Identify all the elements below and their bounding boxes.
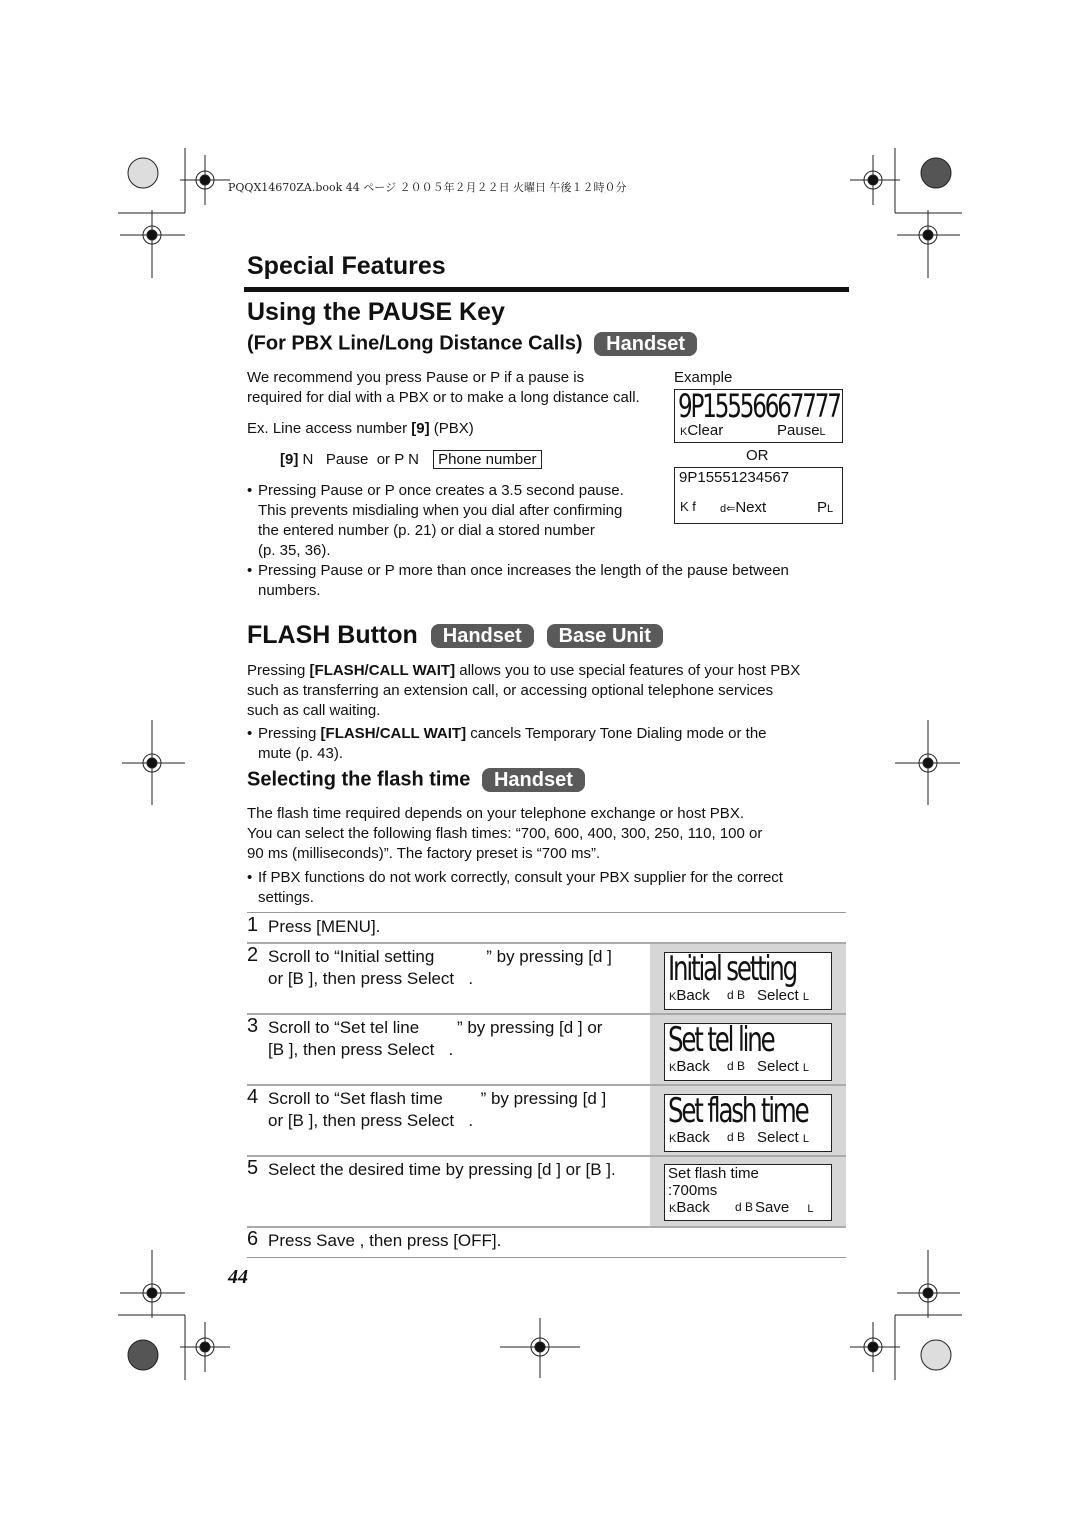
nav-key-icons: d B	[727, 1130, 746, 1144]
lcd-big-text: Set tel line	[668, 1020, 774, 1060]
back-key-icon: K	[669, 1062, 677, 1074]
step-divider	[247, 1155, 846, 1157]
step-number: 5	[247, 1157, 259, 1179]
pause-title: Using the PAUSE Key	[247, 298, 505, 326]
softkey-right-icon: L	[807, 1203, 814, 1215]
section-title: Special Features	[247, 252, 446, 280]
lcd-left-label: Back	[676, 1199, 710, 1216]
lcd-set-flash-time	[664, 1091, 832, 1152]
flash-time-p3: 90 ms (milliseconds)”. The factory preset is “700 ms”.	[247, 845, 601, 862]
step-number: 2	[247, 944, 259, 966]
step-divider	[247, 1226, 846, 1228]
step-divider	[247, 942, 846, 944]
nav-icon: d⇐	[720, 503, 736, 515]
lcd2-middle: Next	[735, 499, 767, 516]
section-rule	[244, 287, 849, 292]
pause-bullet-1-line: the entered number (p. 21) or dial a stored number	[258, 522, 595, 539]
lcd-line2: :700ms	[668, 1182, 718, 1199]
step-4-line1: Scroll to “Set flash time ” by pressing [d ]	[268, 1089, 607, 1108]
flash-p1-line2: such as transferring an extension call, or accessing optional telephone services	[247, 682, 774, 699]
flash-time-bullet: • If PBX functions do not work correctly, consult your PBX supplier for the correct settings.	[247, 869, 783, 906]
step-divider	[247, 912, 846, 913]
lcd-big-text: Set flash time	[668, 1091, 808, 1131]
lcd1-left: Clear	[687, 422, 724, 439]
back-key-icon: K	[669, 1203, 677, 1215]
flash-key-label: [FLASH/CALL WAIT]	[309, 662, 456, 679]
lcd-example-2	[674, 467, 843, 524]
file-header-line: PQQX14670ZA.book 44 ページ ２００５年２月２２日 火曜日 午後１２時０分	[228, 181, 627, 194]
pause-subtitle-text: (For PBX Line/Long Distance Calls)	[247, 332, 583, 355]
handset-badge: Handset	[482, 768, 585, 792]
pause-subtitle	[247, 332, 697, 356]
lcd-example-1	[674, 389, 843, 443]
flash-time-bullet-line1: If PBX functions do not work correctly, consult your PBX supplier for the correct	[258, 869, 783, 886]
phone-number-box: Phone number	[433, 450, 541, 469]
lcd-big-text: Initial setting	[668, 949, 796, 989]
lcd-flash-time-value	[664, 1164, 832, 1221]
lcd-left-label: Back	[676, 1129, 710, 1146]
pause-bullet-1-line: Pressing Pause or P once creates a 3.5 second pause.	[258, 482, 624, 499]
pause-bullet-1-line: (p. 35, 36).	[258, 542, 331, 559]
step-number: 6	[247, 1228, 259, 1250]
flash-p1-a: Pressing	[247, 662, 306, 679]
seq-9: [9]	[280, 451, 299, 468]
page-number: 44	[228, 1266, 248, 1288]
lcd-right-label: Save	[755, 1199, 790, 1216]
pause-intro-2: required for dial with a PBX or to make a long distance call.	[247, 389, 640, 406]
pause-example-line	[247, 419, 474, 439]
pause-bullet-1-line: This prevents misdialing when you dial after confirming	[258, 502, 623, 519]
pause-intro-1: We recommend you press Pause or P if a pause is	[247, 369, 585, 386]
lcd1-number: 9P15556667777	[678, 387, 840, 425]
back-key-icon: K	[669, 991, 677, 1003]
pause-bullet-1: • Pressing Pause or P once creates a 3.5 second pause. This prevents misdialing when you dial after confirming the entered number (p. 21) or dial a stored number (p. 35, 36).	[247, 482, 624, 559]
step-3-line2: [B ], then press Select .	[268, 1040, 454, 1059]
step-2-line2: or [B ], then press Select .	[268, 969, 474, 988]
flash-bullet-line1	[258, 724, 767, 744]
handset-badge: Handset	[431, 624, 534, 648]
lcd2-number: 9P15551234567	[679, 469, 790, 486]
lcd2-left-icons: K f	[680, 499, 696, 514]
back-key-icon: K	[680, 426, 688, 438]
lcd-set-tel-line	[664, 1020, 832, 1081]
example-pbx: (PBX)	[433, 420, 474, 437]
flash-time-bullet-line2: settings.	[258, 889, 314, 906]
example-9: [9]	[411, 420, 430, 437]
lcd1-right: Pause	[777, 422, 820, 439]
pause-bullet-2-line: Pressing Pause or P more than once increases the length of the pause between	[258, 562, 789, 579]
lcd-right-label: Select	[757, 987, 799, 1004]
step-number: 4	[247, 1086, 259, 1108]
nav-key-icons: d B	[735, 1200, 754, 1214]
lcd2-right: P	[817, 499, 828, 516]
step-5-text: Select the desired time by pressing [d ] or [B ].	[268, 1160, 616, 1179]
step-divider	[247, 1257, 846, 1258]
flash-title-row	[247, 621, 663, 650]
flash-key-label: [FLASH/CALL WAIT]	[320, 725, 467, 742]
flash-bullet: • Pressing [FLASH/CALL WAIT] cancels Temporary Tone Dialing mode or the mute (p. 43).	[247, 725, 767, 762]
softkey-right-icon: L	[802, 1133, 809, 1145]
flash-p1-line3: such as call waiting.	[247, 702, 381, 719]
nav-key-icons: d B	[727, 1059, 746, 1073]
step-divider	[247, 1013, 846, 1015]
pause-sequence	[280, 450, 542, 470]
lcd-left-label: Back	[676, 987, 710, 1004]
step-4-line2: or [B ], then press Select .	[268, 1111, 474, 1130]
seq-text: N Pause or P N	[302, 451, 419, 468]
step-1-text: Press [MENU].	[268, 917, 381, 936]
nav-key-icons: d B	[727, 988, 746, 1002]
back-key-icon: K	[669, 1133, 677, 1145]
lcd-initial-setting	[664, 949, 832, 1010]
step-3-line1: Scroll to “Set tel line ” by pressing [d ] or	[268, 1018, 603, 1037]
softkey-right-icon: L	[819, 426, 826, 438]
or-label: OR	[746, 447, 769, 464]
flash-time-title-row	[247, 768, 585, 792]
step-number: 3	[247, 1015, 259, 1037]
example-ex: Ex. Line access number	[247, 420, 408, 437]
step-divider	[247, 1084, 846, 1086]
pause-bullet-2-line: numbers.	[258, 582, 321, 599]
example-label: Example	[674, 369, 733, 386]
flash-p1-c: allows you to use special features of your host PBX	[459, 662, 801, 679]
flash-time-title: Selecting the flash time	[247, 768, 471, 791]
softkey-right-icon: L	[827, 503, 834, 515]
flash-time-p2: You can select the following flash times: “700, 600, 400, 300, 250, 110, 100 or	[247, 825, 763, 842]
base-unit-badge: Base Unit	[547, 624, 663, 648]
flash-time-p1: The flash time required depends on your telephone exchange or host PBX.	[247, 805, 744, 822]
step-2-line1: Scroll to “Initial setting ” by pressing [d ]	[268, 947, 612, 966]
step-6-text: Press Save , then press [OFF].	[268, 1231, 502, 1250]
lcd-left-label: Back	[676, 1058, 710, 1075]
softkey-right-icon: L	[802, 991, 809, 1003]
flash-b1-a: Pressing	[258, 725, 317, 742]
step-number: 1	[247, 914, 259, 936]
flash-p1	[247, 661, 800, 681]
flash-bullet-line2: mute (p. 43).	[258, 745, 344, 762]
handset-badge: Handset	[594, 332, 697, 356]
lcd-right-label: Select	[757, 1058, 799, 1075]
pause-bullet-2: • Pressing Pause or P more than once increases the length of the pause between numbers.	[247, 562, 789, 599]
flash-title: FLASH Button	[247, 621, 418, 649]
lcd-right-label: Select	[757, 1129, 799, 1146]
flash-b1-c: cancels Temporary Tone Dialing mode or the	[470, 725, 767, 742]
lcd-line1: Set flash time	[668, 1165, 759, 1182]
softkey-right-icon: L	[802, 1062, 809, 1074]
